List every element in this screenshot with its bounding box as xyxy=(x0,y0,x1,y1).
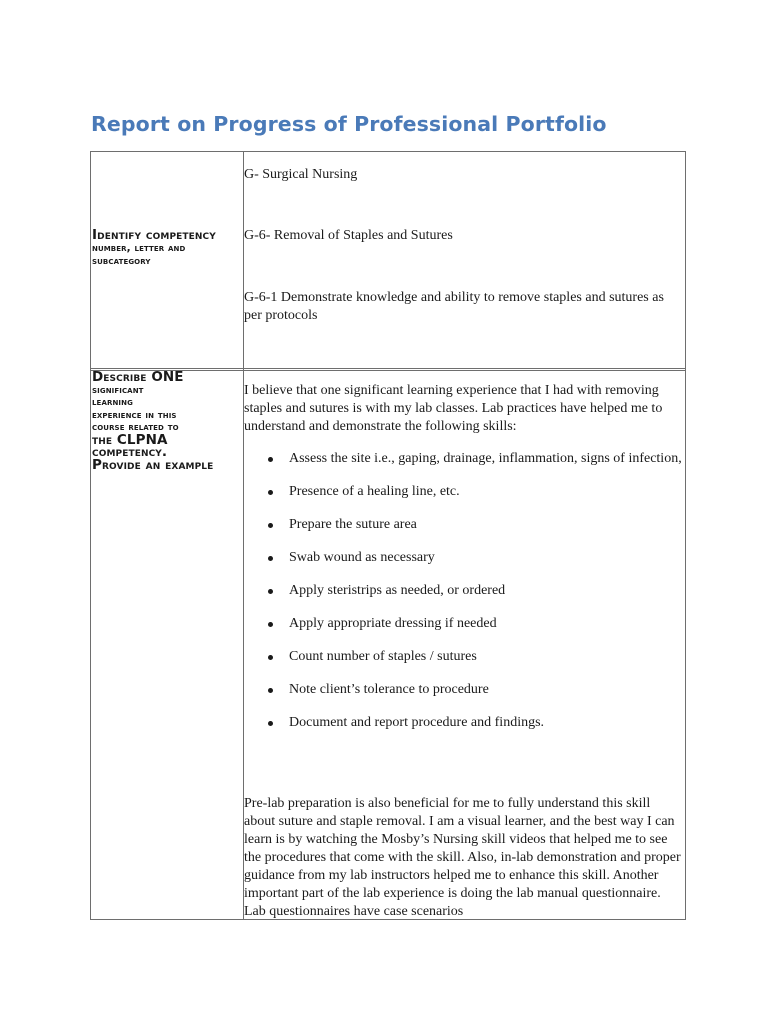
list-item xyxy=(244,516,685,534)
competency-subcategory: G-6-1 Demonstrate knowledge and ability to remove staples and sutures as per protocols xyxy=(244,290,664,323)
list-item-text: Count number of staples / sutures xyxy=(289,649,477,664)
label-line: experience in this xyxy=(92,408,177,421)
experience-closing: Pre-lab preparation is also beneficial for me to fully understand this skill about suture and staple removal. I am a visual learner, and the best way I can learn is by watching the Mosby’s Nursing skill videos that helped me to see the procedures that come with the skill. Also, in-lab demonstration and proper guidance from my lab instructors helped me to enhance this skill. Another important part of the lab experience is doing the lab manual questionnaire. Lab questionnaires have case scenarios xyxy=(244,796,681,919)
list-item xyxy=(244,714,685,732)
list-item xyxy=(244,582,685,600)
bullet-icon xyxy=(268,490,273,495)
skills-list xyxy=(244,450,685,747)
list-item xyxy=(244,549,685,567)
label-line: subcategory xyxy=(92,255,151,267)
list-item-text: Note client’s tolerance to procedure xyxy=(289,682,489,697)
page-title: Report on Progress of Professional Portfolio xyxy=(91,112,607,136)
learning-experience-label xyxy=(92,371,242,471)
experience-intro: I believe that one significant learning experience that I had with removing staples and sutures is with my lab classes. Lab practices have helped me to understand and demonstrate the following skills: xyxy=(244,383,663,434)
label-line: significant xyxy=(92,383,144,396)
list-item-text: Assess the site i.e., gaping, drainage, inflammation, signs of infection, xyxy=(289,451,682,466)
list-item-text: Prepare the suture area xyxy=(289,517,417,532)
label-line: the CLPNA xyxy=(92,431,168,448)
competency-category: G- Surgical Nursing xyxy=(244,167,358,182)
label-line: competency. xyxy=(92,444,168,460)
list-item xyxy=(244,648,685,666)
label-line: Provide an example xyxy=(92,456,214,473)
label-line: number, letter and xyxy=(92,242,186,254)
label-line: learning xyxy=(92,396,133,408)
learning-experience-row xyxy=(91,370,685,919)
bullet-icon xyxy=(268,523,273,528)
label-line: Describe ONE xyxy=(92,369,184,385)
bullet-icon xyxy=(268,589,273,594)
list-item-text: Swab wound as necessary xyxy=(289,550,435,565)
list-item-text: Apply steristrips as needed, or ordered xyxy=(289,583,506,598)
list-item-text: Presence of a healing line, etc. xyxy=(289,484,460,499)
list-item xyxy=(244,681,685,699)
list-item xyxy=(244,615,685,633)
competency-number: G-6- Removal of Staples and Sutures xyxy=(244,228,453,243)
bullet-icon xyxy=(268,721,273,726)
portfolio-table xyxy=(90,151,686,920)
bullet-icon xyxy=(268,457,273,462)
bullet-icon xyxy=(268,622,273,627)
list-item-text: Apply appropriate dressing if needed xyxy=(289,616,497,631)
bullet-icon xyxy=(268,688,273,693)
bullet-icon xyxy=(268,556,273,561)
list-item xyxy=(244,483,685,501)
competency-row xyxy=(91,152,685,369)
label-line: Identify competency xyxy=(92,227,216,243)
bullet-icon xyxy=(268,655,273,660)
competency-label xyxy=(92,229,242,268)
list-item xyxy=(244,450,685,468)
label-line: course related to xyxy=(92,421,179,433)
list-item-text: Document and report procedure and findings. xyxy=(289,715,545,730)
